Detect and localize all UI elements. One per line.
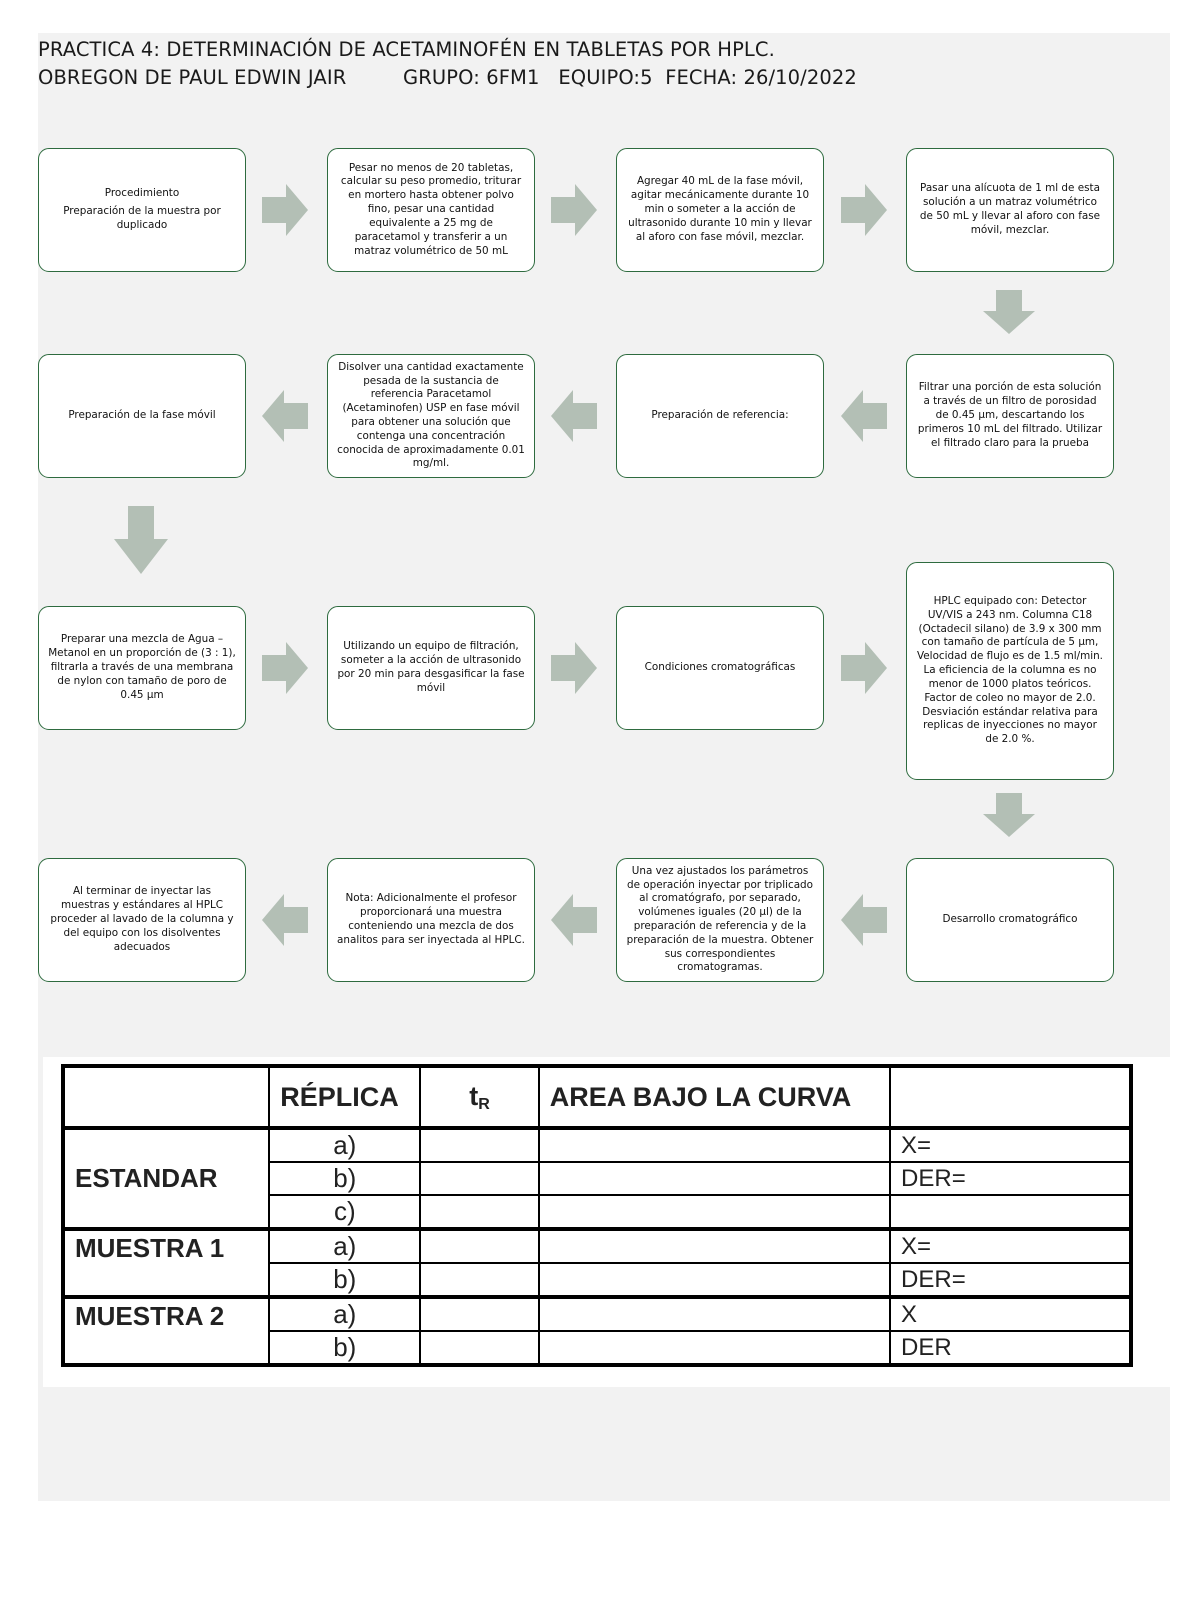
replica-cell[interactable]: a) xyxy=(269,1297,420,1331)
group-label-muestra-2: MUESTRA 2 xyxy=(63,1297,269,1365)
step-title: Procedimiento xyxy=(104,187,180,200)
group-label-estandar: ESTANDAR xyxy=(63,1128,269,1229)
stat-cell[interactable]: DER xyxy=(890,1331,1131,1365)
area-cell[interactable] xyxy=(539,1297,890,1331)
left-arrow-icon xyxy=(551,894,597,946)
group-label-muestra-1: MUESTRA 1 xyxy=(63,1229,269,1297)
right-arrow-icon xyxy=(841,184,887,236)
area-cell[interactable] xyxy=(539,1162,890,1195)
down-arrow-icon xyxy=(983,793,1035,837)
tr-cell[interactable] xyxy=(420,1263,538,1297)
student-info-line: OBREGON DE PAUL EDWIN JAIR GRUPO: 6FM1 EQUIPO:5 FECHA: 26/10/2022 xyxy=(38,66,857,89)
flow-step-disolver-referencia: Disolver una cantidad exactamente pesada de la sustancia de referencia Paracetamol (Acetaminofen) USP en fase móvil para obtener una solución que contenga una concentración conocida de aproximadamente 0.01 mg/ml. xyxy=(327,354,535,478)
flow-step-fase-movil: Preparación de la fase móvil xyxy=(38,354,246,478)
header-t-subscript: R xyxy=(478,1095,490,1113)
header-retention-time xyxy=(420,1066,538,1128)
flow-step-filtrar: Filtrar una porción de esta solución a través de un filtro de porosidad de 0.45 µm, descartando los primeros 10 mL del filtrado. Utilizar el filtrado claro para la prueba xyxy=(906,354,1114,478)
flow-step-procedimiento xyxy=(38,148,246,272)
header-t: t xyxy=(469,1080,479,1111)
right-arrow-icon xyxy=(551,184,597,236)
tr-cell[interactable] xyxy=(420,1162,538,1195)
table-row xyxy=(63,1128,1131,1162)
flow-step-preparacion-referencia: Preparación de referencia: xyxy=(616,354,824,478)
stat-cell[interactable]: X= xyxy=(890,1229,1131,1263)
area-cell[interactable] xyxy=(539,1263,890,1297)
replica-cell[interactable]: a) xyxy=(269,1128,420,1162)
flow-step-pesar-tabletas: Pesar no menos de 20 tabletas, calcular su peso promedio, triturar en mortero hasta obtener polvo fino, pesar una cantidad equivalente a 25 mg de paracetamol y transferir a un matraz volumétrico de 50 mL xyxy=(327,148,535,272)
replica-cell[interactable]: a) xyxy=(269,1229,420,1263)
flow-step-condiciones: Condiciones cromatográficas xyxy=(616,606,824,730)
right-arrow-icon xyxy=(841,642,887,694)
area-cell[interactable] xyxy=(539,1195,890,1229)
left-arrow-icon xyxy=(262,894,308,946)
down-arrow-icon xyxy=(114,506,168,574)
right-arrow-icon xyxy=(262,184,308,236)
step-subtitle: Preparación de la muestra por duplicado xyxy=(63,205,221,231)
flow-step-nota: Nota: Adicionalmente el profesor proporcionará una muestra conteniendo una mezcla de dos analitos para ser inyectada al HPLC. xyxy=(327,858,535,982)
left-arrow-icon xyxy=(841,390,887,442)
area-cell[interactable] xyxy=(539,1128,890,1162)
tr-cell[interactable] xyxy=(420,1331,538,1365)
header-empty-cell xyxy=(63,1066,269,1128)
flow-step-lavado: Al terminar de inyectar las muestras y estándares al HPLC proceder al lavado de la columna y del equipo con los disolventes adecuados xyxy=(38,858,246,982)
flow-step-alicuota: Pasar una alícuota de 1 ml de esta solución a un matraz volumétrico de 50 mL y llevar al aforo con fase móvil, mezclar. xyxy=(906,148,1114,272)
replica-cell[interactable]: c) xyxy=(269,1195,420,1229)
stat-cell[interactable]: DER= xyxy=(890,1162,1131,1195)
replica-cell[interactable]: b) xyxy=(269,1331,420,1365)
tr-cell[interactable] xyxy=(420,1128,538,1162)
left-arrow-icon xyxy=(262,390,308,442)
left-arrow-icon xyxy=(551,390,597,442)
table-row xyxy=(63,1229,1131,1263)
header-stats-empty xyxy=(890,1066,1131,1128)
right-arrow-icon xyxy=(262,642,308,694)
stat-cell[interactable]: X= xyxy=(890,1128,1131,1162)
results-table xyxy=(61,1064,1133,1367)
table-row xyxy=(63,1297,1131,1331)
flow-step-hplc-equipo: HPLC equipado con: Detector UV/VIS a 243 nm. Columna C18 (Octadecil silano) de 3.9 x 300 mm con tamaño de partícula de 5 µm, Velocidad de flujo es de 1.5 ml/min. La eficiencia de la columna es no menor de 1000 platos teóricos. Factor de coleo no mayor de 2.0. Desviación estándar relativa para replicas de inyecciones no mayor de 2.0 %. xyxy=(906,562,1114,780)
down-arrow-icon xyxy=(983,290,1035,334)
flow-step-inyectar: Una vez ajustados los parámetros de operación inyectar por triplicado al cromatógrafo, por separado, volúmenes iguales (20 µl) de la preparación de referencia y de la preparación de la muestra. Obtener sus correspondientes cromatogramas. xyxy=(616,858,824,982)
tr-cell[interactable] xyxy=(420,1229,538,1263)
stat-cell[interactable] xyxy=(890,1195,1131,1229)
table-header-row xyxy=(63,1066,1131,1128)
left-arrow-icon xyxy=(841,894,887,946)
stat-cell[interactable]: DER= xyxy=(890,1263,1131,1297)
practice-title: PRACTICA 4: DETERMINACIÓN DE ACETAMINOFÉN EN TABLETAS POR HPLC. xyxy=(38,38,775,61)
stat-cell[interactable]: X xyxy=(890,1297,1131,1331)
area-cell[interactable] xyxy=(539,1331,890,1365)
flow-step-mezcla-agua-metanol: Preparar una mezcla de Agua – Metanol en un proporción de (3 : 1), filtrarla a través de una membrana de nylon con tamaño de poro de 0.45 µm xyxy=(38,606,246,730)
tr-cell[interactable] xyxy=(420,1297,538,1331)
header-area: AREA BAJO LA CURVA xyxy=(539,1066,890,1128)
right-arrow-icon xyxy=(551,642,597,694)
tr-cell[interactable] xyxy=(420,1195,538,1229)
flow-step-agregar-fase-movil: Agregar 40 mL de la fase móvil, agitar mecánicamente durante 10 min o someter a la acción de ultrasonido durante 10 min y llevar al aforo con fase móvil, mezclar. xyxy=(616,148,824,272)
replica-cell[interactable]: b) xyxy=(269,1162,420,1195)
flow-step-desarrollo: Desarrollo cromatográfico xyxy=(906,858,1114,982)
flow-step-desgasificar: Utilizando un equipo de filtración, someter a la acción de ultrasonido por 20 min para desgasificar la fase móvil xyxy=(327,606,535,730)
header-replica: RÉPLICA xyxy=(269,1066,420,1128)
area-cell[interactable] xyxy=(539,1229,890,1263)
replica-cell[interactable]: b) xyxy=(269,1263,420,1297)
